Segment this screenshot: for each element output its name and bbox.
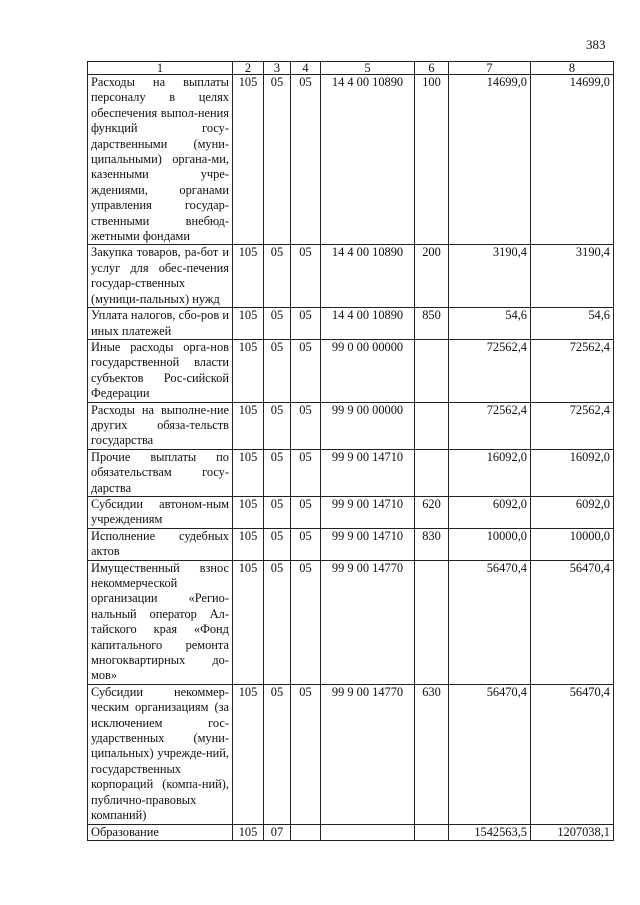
section-cell: 05 xyxy=(264,684,291,824)
row-name-cell: Иные расходы орга-нов государственной власти субъектов Рос-сийской Федерации xyxy=(88,339,233,402)
amount-year1-cell: 16092,0 xyxy=(449,449,531,496)
section-cell: 07 xyxy=(264,824,291,840)
chapter-cell: 105 xyxy=(233,308,264,340)
target-article-cell: 14 4 00 10890 xyxy=(321,75,415,245)
table-row xyxy=(88,684,614,824)
section-cell: 05 xyxy=(264,496,291,528)
amount-year1-cell: 14699,0 xyxy=(449,75,531,245)
chapter-cell: 105 xyxy=(233,528,264,560)
table-row xyxy=(88,308,614,340)
chapter-cell: 105 xyxy=(233,496,264,528)
table-row xyxy=(88,528,614,560)
row-name-cell: Субсидии автоном-ным учреждениям xyxy=(88,496,233,528)
target-article-cell: 99 9 00 14710 xyxy=(321,496,415,528)
target-article-cell: 99 9 00 14770 xyxy=(321,560,415,684)
amount-year2-cell: 72562,4 xyxy=(531,402,614,449)
budget-table xyxy=(87,61,614,841)
target-article-cell: 99 0 00 00000 xyxy=(321,339,415,402)
row-name-cell: Субсидии некоммер-ческим организациям (за исключением гос-ударственных (муни-ципальных) учрежде-ний, государственных корпораций (компа-ний), публично-правовых компаний) xyxy=(88,684,233,824)
row-name-cell: Расходы на выплаты персоналу в целях обеспечения выпол-нения функций госу-дарственными (муни-ципальными) органа-ми, казенными учре-ждениями, органами управления государ-ственными внебюд-жетными фондами xyxy=(88,75,233,245)
amount-year2-cell: 54,6 xyxy=(531,308,614,340)
chapter-cell: 105 xyxy=(233,75,264,245)
expense-type-cell: 100 xyxy=(415,75,449,245)
table-row xyxy=(88,339,614,402)
amount-year2-cell: 6092,0 xyxy=(531,496,614,528)
table-row xyxy=(88,496,614,528)
chapter-cell: 105 xyxy=(233,339,264,402)
table-row xyxy=(88,245,614,308)
column-header: 7 xyxy=(449,62,531,75)
target-article-cell: 99 9 00 14710 xyxy=(321,449,415,496)
chapter-cell: 105 xyxy=(233,449,264,496)
chapter-cell: 105 xyxy=(233,245,264,308)
expense-type-cell xyxy=(415,339,449,402)
header-row xyxy=(88,62,614,75)
expense-type-cell: 830 xyxy=(415,528,449,560)
subsection-cell: 05 xyxy=(291,684,321,824)
amount-year2-cell: 1207038,1 xyxy=(531,824,614,840)
row-name-cell: Уплата налогов, сбо-ров и иных платежей xyxy=(88,308,233,340)
amount-year1-cell: 54,6 xyxy=(449,308,531,340)
chapter-cell: 105 xyxy=(233,684,264,824)
section-cell: 05 xyxy=(264,308,291,340)
row-name-cell: Имущественный взнос некоммерческой организации «Регио-нальный оператор Ал-тайского края «Фонд капитального ремонта многоквартирных до-мов» xyxy=(88,560,233,684)
subsection-cell xyxy=(291,824,321,840)
column-header: 8 xyxy=(531,62,614,75)
chapter-cell: 105 xyxy=(233,560,264,684)
amount-year2-cell: 56470,4 xyxy=(531,684,614,824)
column-header: 5 xyxy=(321,62,415,75)
amount-year1-cell: 6092,0 xyxy=(449,496,531,528)
amount-year1-cell: 56470,4 xyxy=(449,560,531,684)
column-header: 1 xyxy=(88,62,233,75)
row-name-cell: Исполнение судебных актов xyxy=(88,528,233,560)
amount-year2-cell: 56470,4 xyxy=(531,560,614,684)
amount-year1-cell: 72562,4 xyxy=(449,339,531,402)
target-article-cell xyxy=(321,824,415,840)
amount-year1-cell: 72562,4 xyxy=(449,402,531,449)
expense-type-cell xyxy=(415,402,449,449)
amount-year2-cell: 14699,0 xyxy=(531,75,614,245)
expense-type-cell xyxy=(415,824,449,840)
row-name-cell: Прочие выплаты по обязательствам госу-дарства xyxy=(88,449,233,496)
amount-year2-cell: 3190,4 xyxy=(531,245,614,308)
subsection-cell: 05 xyxy=(291,308,321,340)
expense-type-cell: 630 xyxy=(415,684,449,824)
table-row xyxy=(88,824,614,840)
expense-type-cell xyxy=(415,560,449,684)
target-article-cell: 99 9 00 00000 xyxy=(321,402,415,449)
subsection-cell: 05 xyxy=(291,245,321,308)
section-cell: 05 xyxy=(264,402,291,449)
subsection-cell: 05 xyxy=(291,402,321,449)
chapter-cell: 105 xyxy=(233,402,264,449)
page-number: 383 xyxy=(586,37,606,52)
target-article-cell: 14 4 00 10890 xyxy=(321,308,415,340)
amount-year2-cell: 16092,0 xyxy=(531,449,614,496)
column-header: 2 xyxy=(233,62,264,75)
target-article-cell: 99 9 00 14770 xyxy=(321,684,415,824)
expense-type-cell xyxy=(415,449,449,496)
chapter-cell: 105 xyxy=(233,824,264,840)
row-name-cell: Расходы на выполне-ние других обяза-тельств государства xyxy=(88,402,233,449)
section-cell: 05 xyxy=(264,245,291,308)
expense-type-cell: 200 xyxy=(415,245,449,308)
expense-type-cell: 620 xyxy=(415,496,449,528)
section-cell: 05 xyxy=(264,339,291,402)
row-name-cell: Образование xyxy=(88,824,233,840)
amount-year2-cell: 10000,0 xyxy=(531,528,614,560)
table-row xyxy=(88,75,614,245)
table-row xyxy=(88,560,614,684)
table-row xyxy=(88,449,614,496)
target-article-cell: 14 4 00 10890 xyxy=(321,245,415,308)
subsection-cell: 05 xyxy=(291,496,321,528)
amount-year1-cell: 3190,4 xyxy=(449,245,531,308)
column-header: 6 xyxy=(415,62,449,75)
section-cell: 05 xyxy=(264,449,291,496)
amount-year1-cell: 1542563,5 xyxy=(449,824,531,840)
subsection-cell: 05 xyxy=(291,560,321,684)
column-header: 4 xyxy=(291,62,321,75)
subsection-cell: 05 xyxy=(291,339,321,402)
subsection-cell: 05 xyxy=(291,75,321,245)
amount-year1-cell: 10000,0 xyxy=(449,528,531,560)
amount-year2-cell: 72562,4 xyxy=(531,339,614,402)
section-cell: 05 xyxy=(264,528,291,560)
amount-year1-cell: 56470,4 xyxy=(449,684,531,824)
section-cell: 05 xyxy=(264,560,291,684)
expense-type-cell: 850 xyxy=(415,308,449,340)
section-cell: 05 xyxy=(264,75,291,245)
column-header: 3 xyxy=(264,62,291,75)
table-row xyxy=(88,402,614,449)
row-name-cell: Закупка товаров, ра-бот и услуг для обес-печения государ-ственных (муници-пальных) нужд xyxy=(88,245,233,308)
subsection-cell: 05 xyxy=(291,449,321,496)
target-article-cell: 99 9 00 14710 xyxy=(321,528,415,560)
subsection-cell: 05 xyxy=(291,528,321,560)
